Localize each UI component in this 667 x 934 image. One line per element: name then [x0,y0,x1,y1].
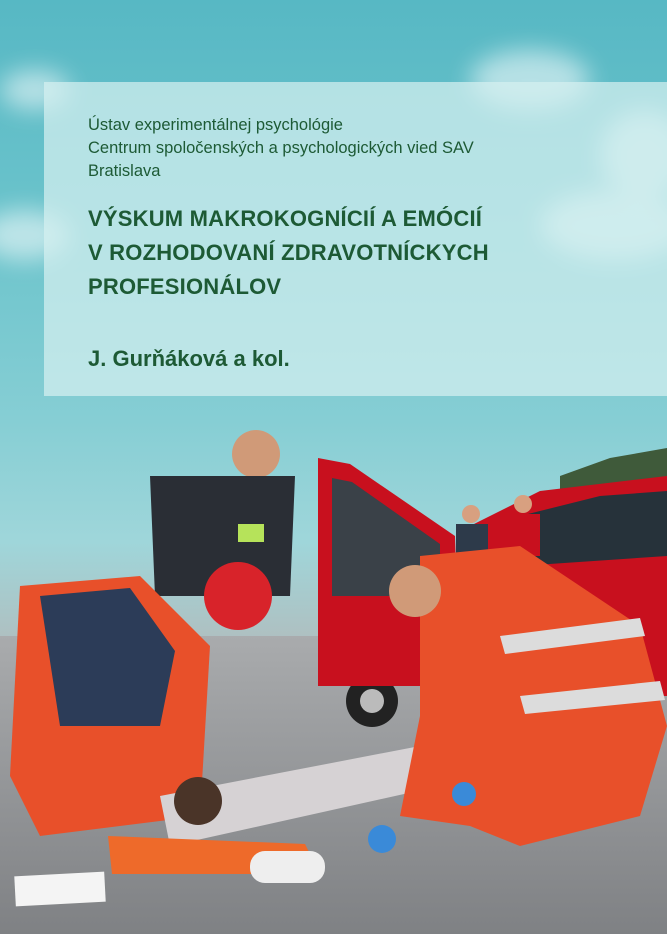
oxygen-bottle [250,851,325,883]
red-helmet [204,562,272,630]
title-line-1: VÝSKUM MAKROKOGNÍCIÍ A EMÓCIÍ [88,206,483,231]
cover-photo [0,396,667,934]
right-medic-head [389,565,441,617]
institution-line-3: Bratislava [88,162,161,180]
patient-head [174,777,222,825]
book-title [88,202,489,304]
paper-sheet [14,872,105,907]
standing-medic-head [232,430,280,478]
standing-medic-badge [238,524,264,542]
bystander-head [514,495,532,513]
institution-line-2: Centrum spoločenských a psychologických vied SAV [88,139,474,157]
blue-glove [452,782,476,806]
title-line-3: PROFESIONÁLOV [88,274,282,299]
blue-glove [368,825,396,853]
title-line-2: V ROZHODOVANÍ ZDRAVOTNÍCKYCH [88,240,489,265]
car-wheel [360,689,384,713]
institution-line-1: Ústav experimentálnej psychológie [88,116,343,134]
bystander-head [462,505,480,523]
book-author: J. Gurňáková a kol. [88,346,290,371]
institution-block [88,114,474,183]
